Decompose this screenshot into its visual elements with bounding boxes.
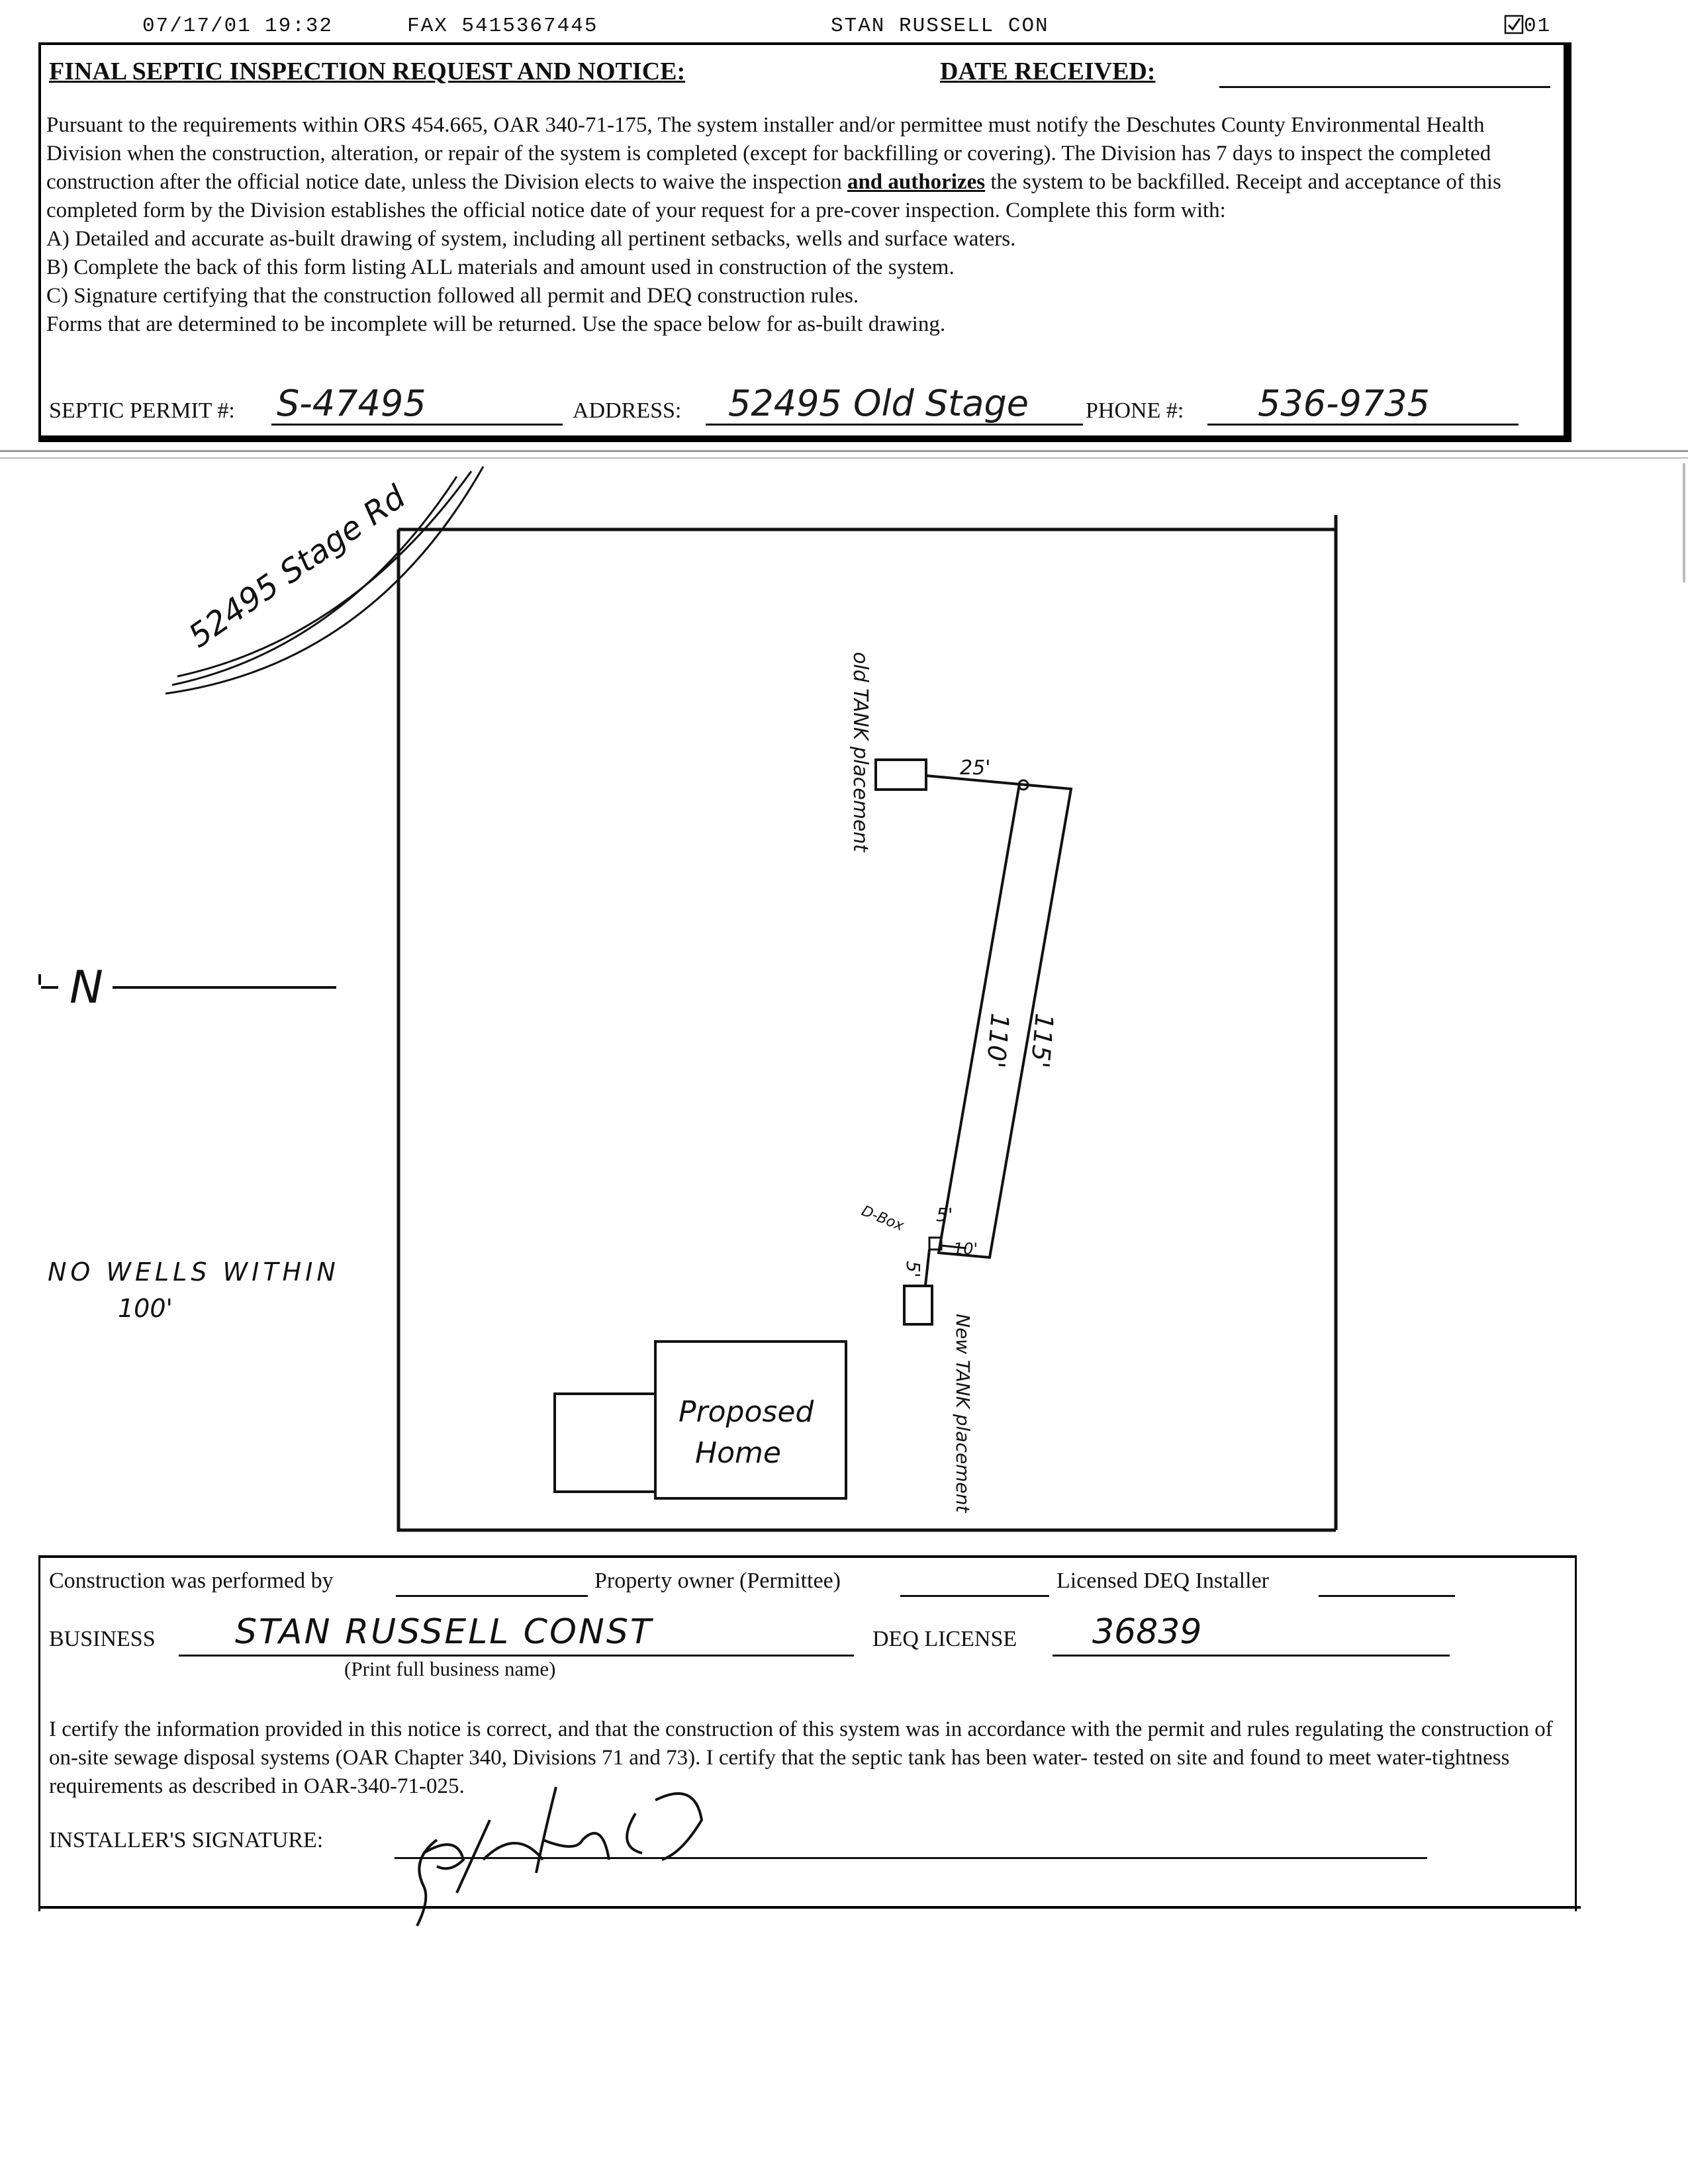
fax-time: 19:32	[265, 15, 334, 38]
fax-page: 01	[1504, 15, 1524, 38]
business-hint: (Print full business name)	[344, 1657, 556, 1680]
construction-label: Construction was performed by	[49, 1569, 334, 1593]
instructions	[46, 111, 1562, 339]
wells-note-1: NO WELLS WITHIN	[48, 1257, 340, 1287]
north-label: N	[70, 962, 103, 1014]
bottom-rule	[38, 1906, 1581, 1909]
fax-sender: STAN RUSSELL CON	[831, 15, 1049, 38]
license-label: DEQ LICENSE	[872, 1627, 1017, 1651]
home-label-2: Home	[695, 1436, 781, 1470]
new-tank-label: New TANK placement	[952, 1314, 974, 1513]
owner-field-line[interactable]	[900, 1595, 1049, 1597]
road-label: 52495 Stage Rd	[181, 478, 412, 655]
home-addition	[555, 1394, 655, 1492]
new-tank	[904, 1286, 932, 1324]
fax-page-box-icon	[1504, 15, 1524, 34]
license-value[interactable]: 36839	[1092, 1612, 1202, 1652]
home-label-1: Proposed	[679, 1395, 814, 1429]
fax-header	[0, 15, 1688, 41]
instructions-paragraph: Pursuant to the requirements within ORS 454.665, OAR 340-71-175, The system installer and/or permittee must notify the Deschutes County Environmental Health Division when the construction, alteration, or repair of the system is completed (except for backfilling or covering). The Division has 7 days to inspect the completed construction after the official notice date, unless the Division elects to waive the inspection and authorizes the system to be backfilled. Receipt and acceptance of this completed form by the Division establishes the official notice date of your request for a pre-cover inspection. Complete this form with:	[46, 113, 1501, 222]
installer-field-line[interactable]	[1319, 1595, 1455, 1597]
address-value[interactable]: 52495 Old Stage	[728, 383, 1029, 424]
pipe-10-label: 10'	[953, 1240, 978, 1258]
old-tank-label: old TANK placement	[849, 652, 872, 852]
wells-note-2: 100'	[118, 1294, 173, 1323]
business-value[interactable]: STAN RUSSELL CONST	[235, 1612, 653, 1652]
section-rule	[0, 450, 1688, 459]
pipe-25-label: 25'	[960, 756, 991, 780]
fax-date: 07/17/01	[142, 15, 252, 38]
certification-text: I certify the information provided in this notice is correct, and that the construction of this system was in accordance with the permit and rules regulating the construction of on-site sewage disposal systems (OAR Chapter 340, Divisions 71 and 73). I certify that the septic tank has been water- tested on site and found to meet water-tightness requirements as described in OAR-340-71-025.	[49, 1717, 1553, 1798]
permit-value[interactable]: S-47495	[277, 383, 426, 424]
item-c: C) Signature certifying that the construction followed all permit and DEQ construction rules.	[46, 284, 859, 308]
date-received-field[interactable]	[1219, 68, 1550, 88]
permit-label: SEPTIC PERMIT #:	[49, 398, 235, 423]
installer-label: Licensed DEQ Installer	[1056, 1569, 1269, 1593]
signature-label: INSTALLER'S SIGNATURE:	[49, 1828, 324, 1852]
business-label: BUSINESS	[49, 1627, 156, 1651]
item-b: B) Complete the back of this form listing ALL materials and amount used in construction of the system.	[46, 255, 955, 279]
dim-110-label: 110'	[980, 1012, 1015, 1069]
pipe-5a-label: 5'	[936, 1204, 953, 1226]
fax-number: FAX 5415367445	[407, 15, 598, 38]
address-label: ADDRESS:	[573, 398, 682, 423]
pipe-5b-label: 5'	[902, 1261, 924, 1278]
license-field-line	[1053, 1655, 1450, 1657]
construction-field-line[interactable]	[396, 1595, 588, 1597]
as-built-drawing	[0, 463, 1688, 1535]
dbox-label: D-Box	[859, 1203, 906, 1235]
old-tank	[876, 760, 926, 790]
date-received-label: DATE RECEIVED:	[940, 58, 1156, 85]
dim-115-label: 115'	[1025, 1012, 1059, 1069]
form-title: FINAL SEPTIC INSPECTION REQUEST AND NOTICE:	[49, 58, 686, 85]
item-a: A) Detailed and accurate as-built drawing of system, including all pertinent setbacks, wells and surface waters.	[46, 227, 1016, 251]
road-curve	[165, 467, 483, 694]
business-field-line	[179, 1655, 854, 1657]
phone-label: PHONE #:	[1086, 398, 1184, 423]
incomplete-note: Forms that are determined to be incomplete will be returned. Use the space below for as-built drawing.	[46, 312, 946, 336]
phone-value[interactable]: 536-9735	[1258, 383, 1430, 424]
owner-label: Property owner (Permittee)	[594, 1569, 841, 1593]
